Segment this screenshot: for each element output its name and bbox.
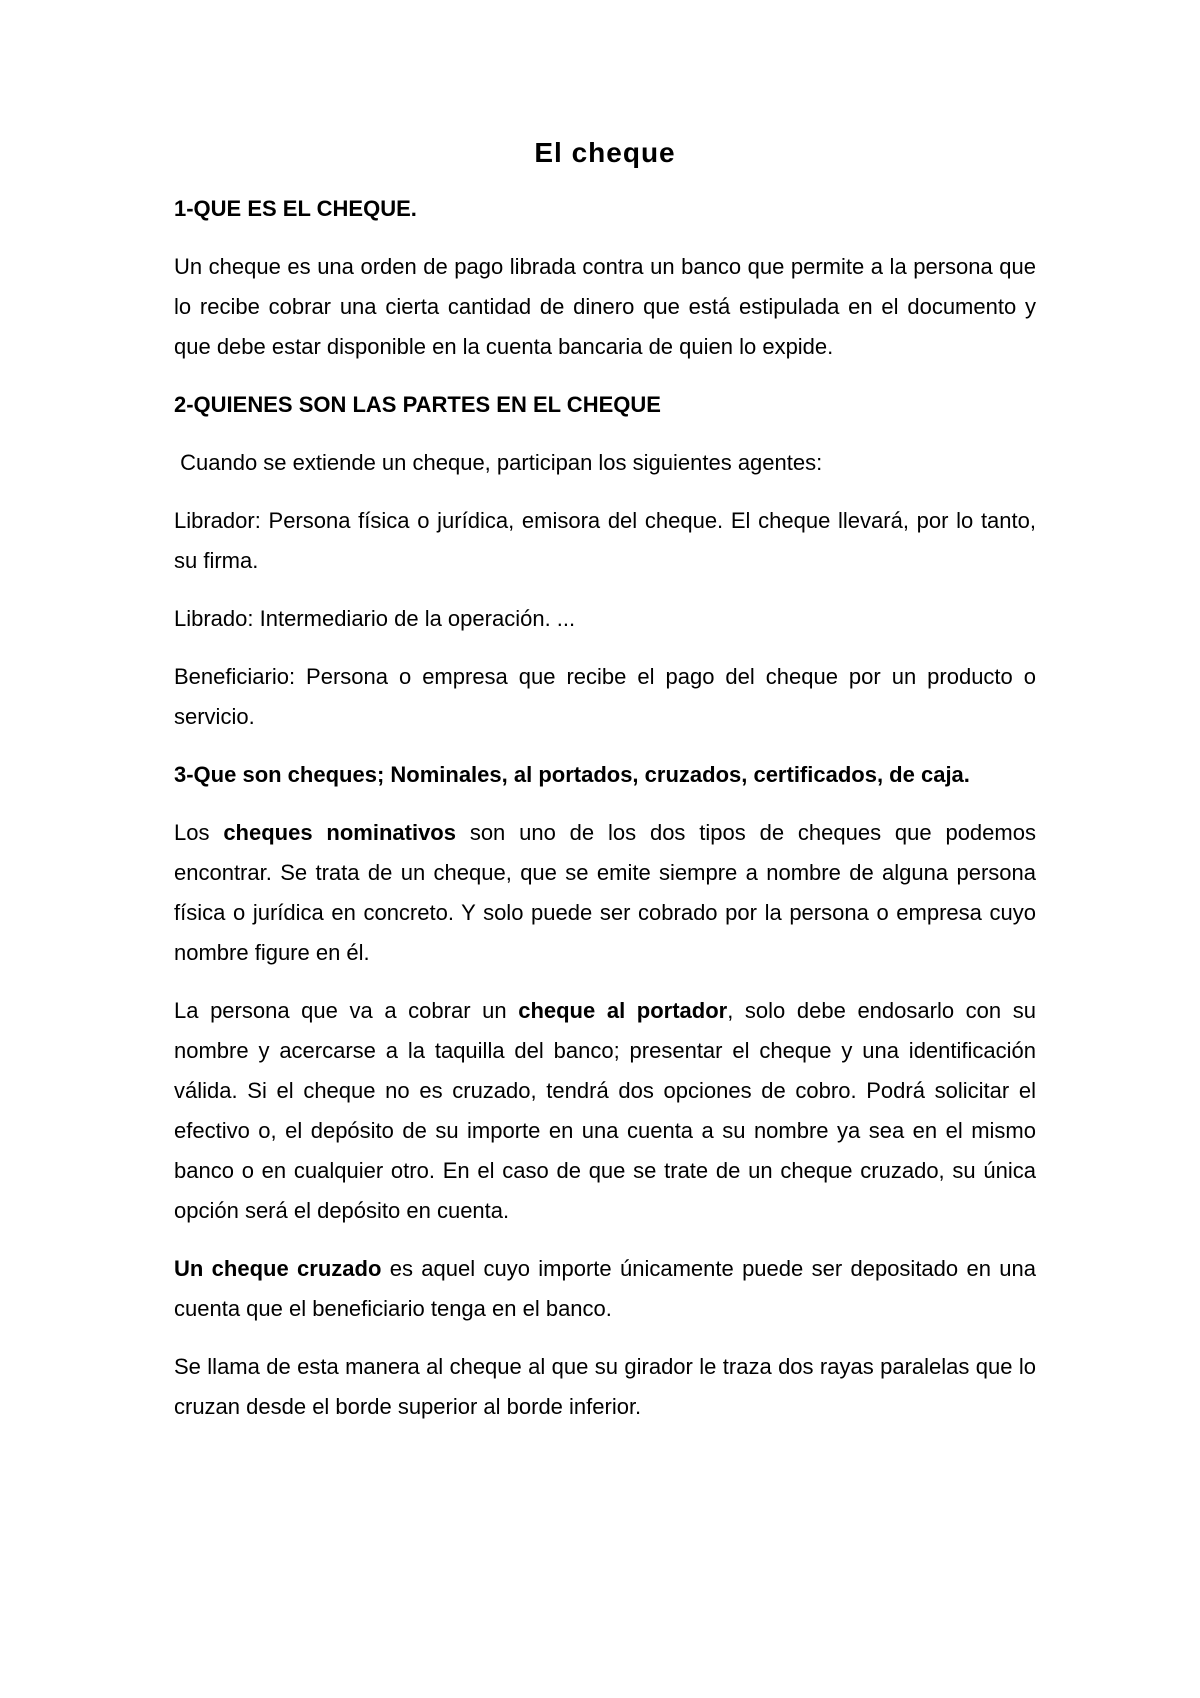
cruzado-text-end: es aquel cuyo importe únicamente puede ser depositado en una cuenta que el beneficiario tenga en el banco. bbox=[174, 1255, 1036, 1321]
portador-bold-term: cheque al portador bbox=[518, 997, 728, 1023]
rayas-paragraph: Se llama de esta manera al cheque al que su girador le traza dos rayas paralelas que lo cruzan desde el borde superior al borde inferior. bbox=[174, 1353, 1036, 1419]
cruzado-paragraph bbox=[174, 1249, 1036, 1329]
nominativos-text-end: son uno de los dos tipos de cheques que podemos encontrar. Se trata de un cheque, que se emite siempre a nombre de alguna persona física o jurídica en concreto. Y solo puede ser cobrado por la persona o empresa cuyo nombre figure en él. bbox=[174, 819, 1036, 965]
librador-paragraph: Librador: Persona física o jurídica, emisora del cheque. El cheque llevará, por lo tanto, su firma. bbox=[174, 507, 1036, 573]
section-1-paragraph: Un cheque es una orden de pago librada contra un banco que permite a la persona que lo recibe cobrar una cierta cantidad de dinero que está estipulada en el documento y que debe estar disponible en la cuenta bancaria de quien lo expide. bbox=[174, 253, 1036, 359]
section-3-heading: 3-Que son cheques; Nominales, al portados, cruzados, certificados, de caja. bbox=[174, 761, 970, 787]
section-2-heading: 2-QUIENES SON LAS PARTES EN EL CHEQUE bbox=[174, 391, 661, 417]
section-1-heading: 1-QUE ES EL CHEQUE. bbox=[174, 195, 417, 221]
portador-text-start: La persona que va a cobrar un bbox=[174, 997, 519, 1023]
document-page bbox=[174, 138, 1036, 1445]
nominativos-bold-term: cheques nominativos bbox=[223, 819, 456, 845]
cruzado-bold-term: Un cheque cruzado bbox=[174, 1255, 382, 1281]
portador-text-end: , solo debe endosarlo con su nombre y acercarse a la taquilla del banco; presentar el cheque y una identificación válida. Si el cheque no es cruzado, tendrá dos opciones de cobro. Podrá solicitar el efectivo o, el depósito de su importe en una cuenta a su nombre ya sea en el mismo banco o en cualquier otro. En el caso de que se trate de un cheque cruzado, su única opción será el depósito en cuenta. bbox=[174, 997, 1036, 1223]
librado-paragraph: Librado: Intermediario de la operación. ... bbox=[174, 605, 576, 631]
beneficiario-paragraph: Beneficiario: Persona o empresa que recibe el pago del cheque por un producto o servicio. bbox=[174, 663, 1036, 729]
document-title: El cheque bbox=[534, 137, 676, 168]
nominativos-text-start: Los bbox=[174, 819, 224, 845]
portador-paragraph bbox=[174, 991, 1036, 1231]
section-2-intro: Cuando se extiende un cheque, participan los siguientes agentes: bbox=[174, 449, 823, 475]
nominativos-paragraph bbox=[174, 813, 1036, 973]
